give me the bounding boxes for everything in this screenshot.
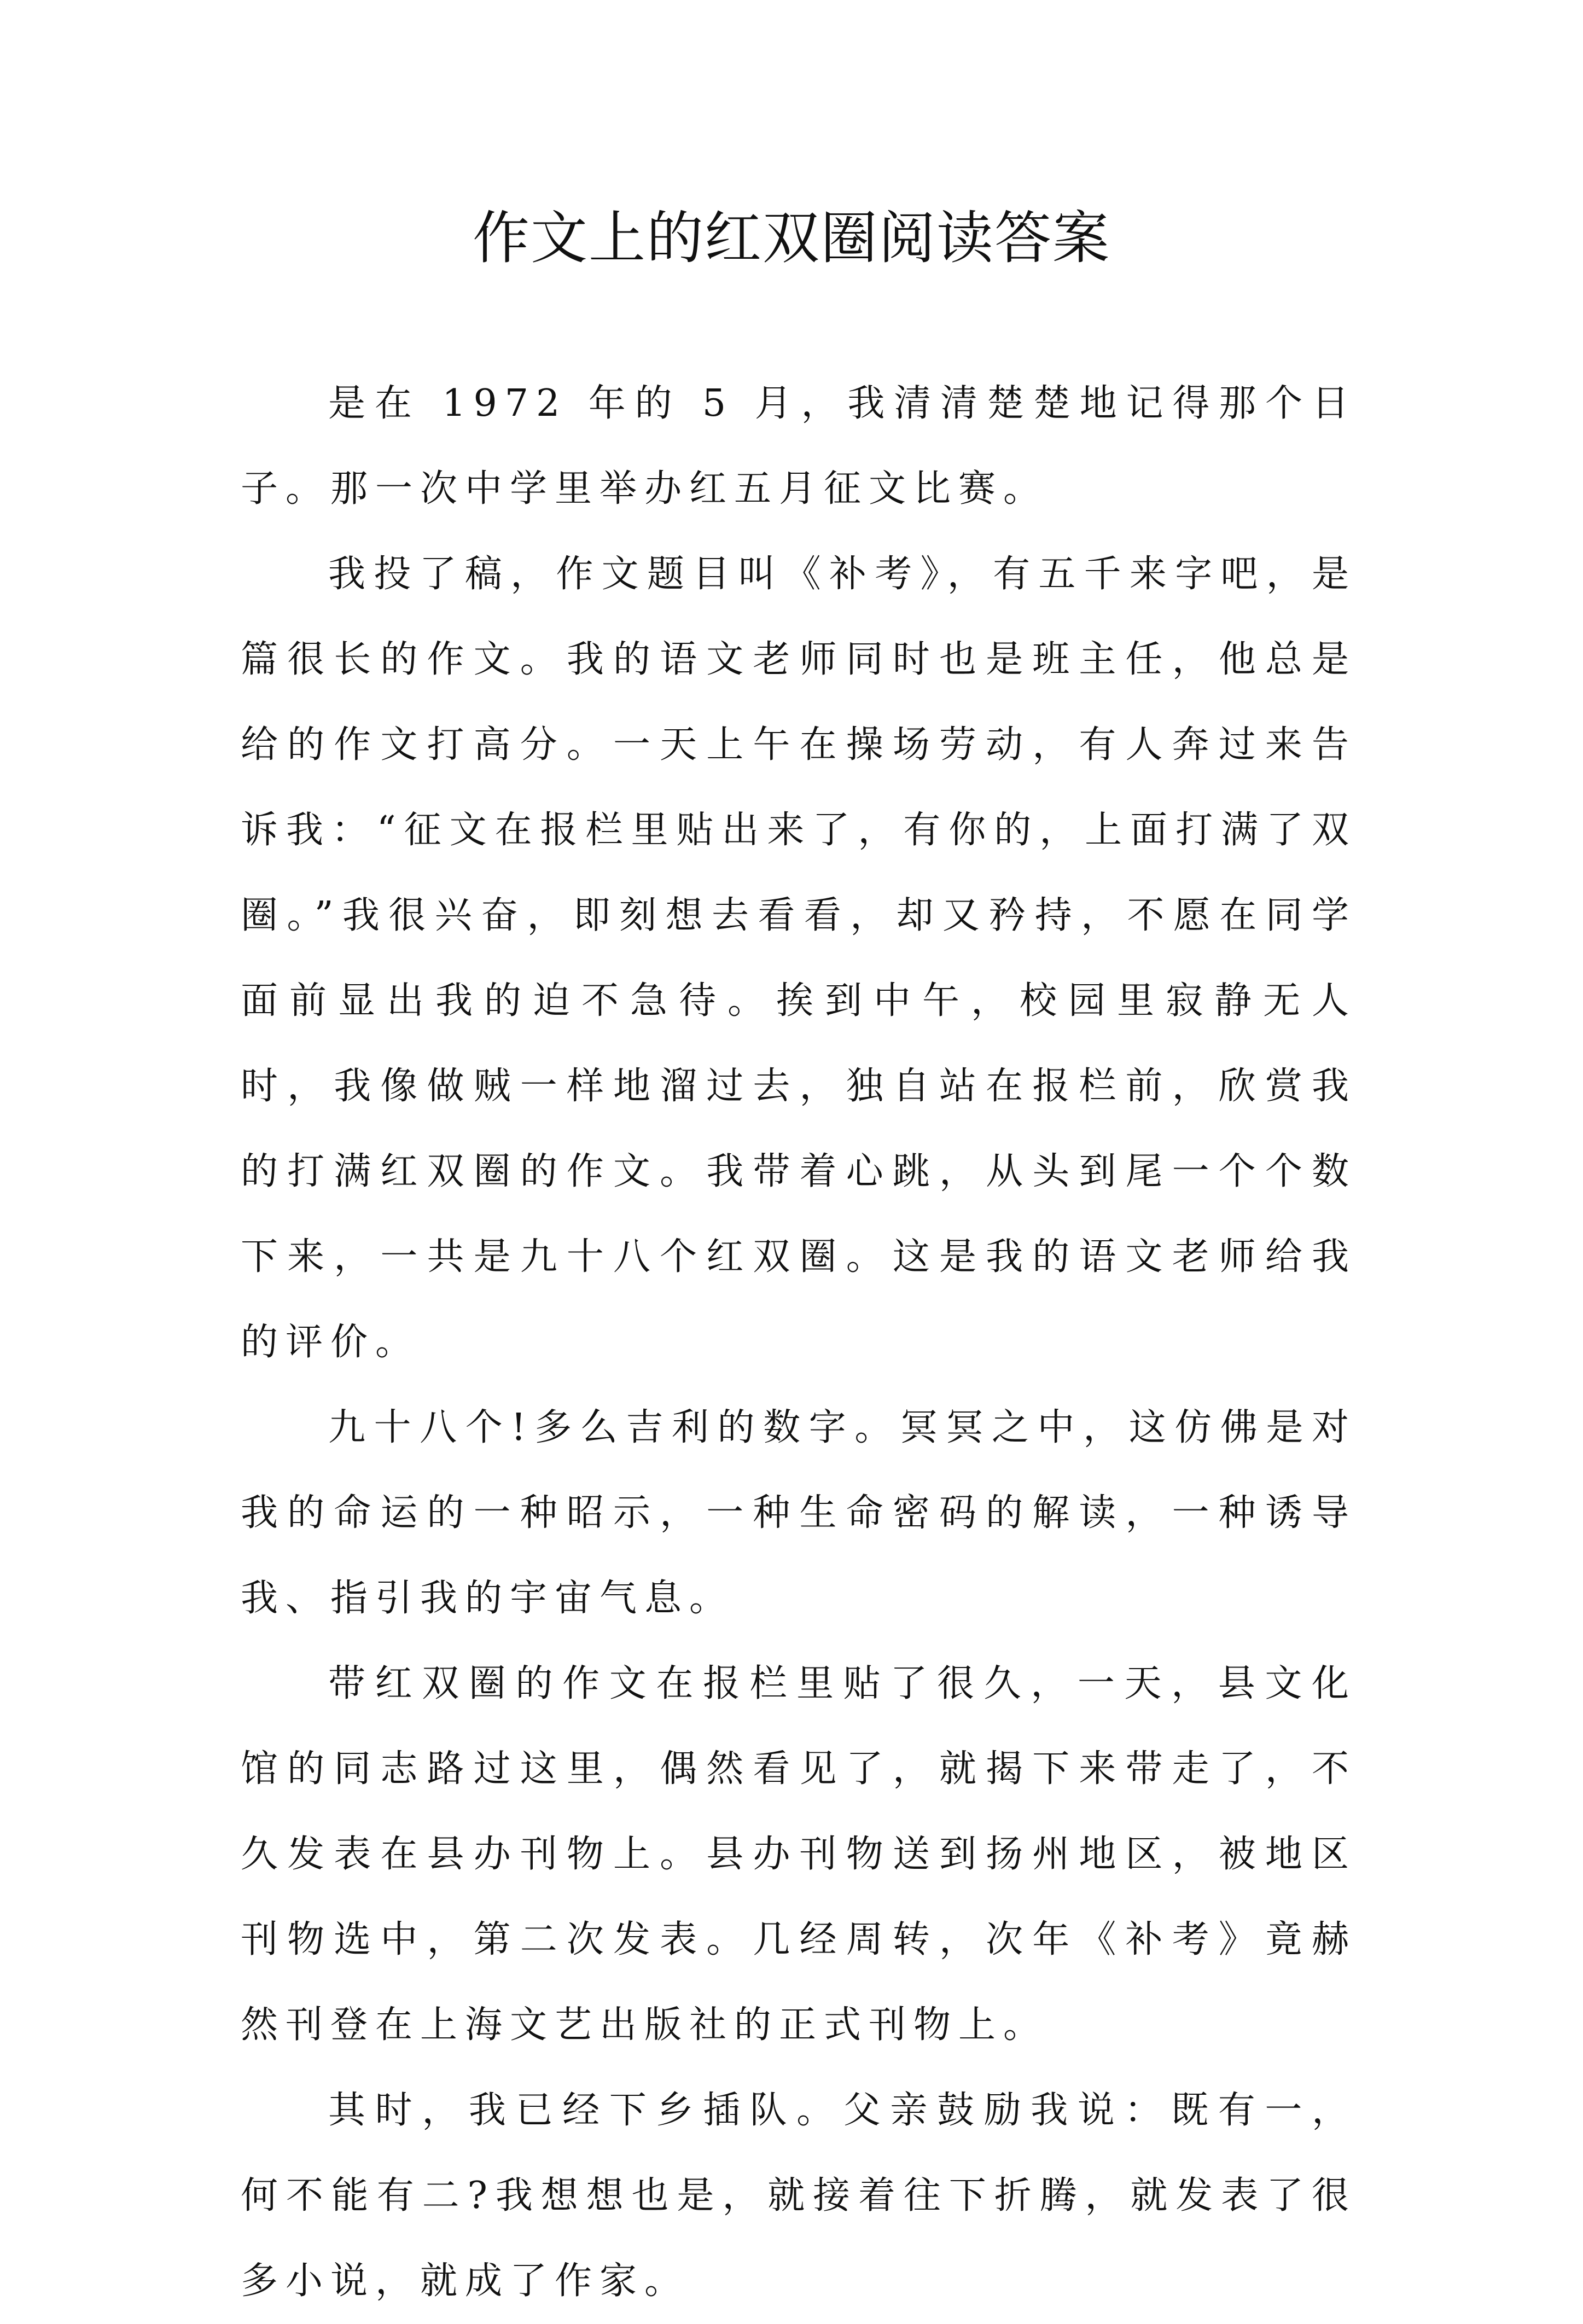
paragraph-3: 九十八个!多么吉利的数字。冥冥之中，这仿佛是对我的命运的一种昭示，一种生命密码的解读，一种诱导我、指引我的宇宙气息。 — [241, 1406, 1357, 1620]
document-body — [241, 361, 1357, 2324]
paragraph-1: 是在 1972 年的 5 月，我清清楚楚地记得那个日子。那一次中学里举办红五月征文比赛。 — [241, 382, 1357, 510]
paragraph-2: 我投了稿，作文题目叫《补考》，有五千来字吧，是篇很长的作文。我的语文老师同时也是班主任，他总是给的作文打高分。一天上午在操场劳动，有人奔过来告诉我：“征文在报栏里贴出来了，有你的，上面打满了双圈。”我很兴奋，即刻想去看看，却又矜持，不愿在同学面前显出我的迫不急待。挨到中午，校园里寂静无人时，我像做贼一样地溜过去，独自站在报栏前，欣赏我的打满红双圈的作文。我带着心跳，从头到尾一个个数下来，一共是九十八个红双圈。这是我的语文老师给我的评价。 — [241, 553, 1357, 1364]
paragraph-4: 带红双圈的作文在报栏里贴了很久，一天，县文化馆的同志路过这里，偶然看见了，就揭下来带走了，不久发表在县办刊物上。县办刊物送到扬州地区，被地区刊物选中，第二次发表。几经周转，次年《补考》竟赫然刊登在上海文艺出版社的正式刊物上。 — [241, 1662, 1357, 2047]
paragraph-5: 其时，我已经下乡插队。父亲鼓励我说：既有一，何不能有二?我想想也是，就接着往下折腾，就发表了很多小说，就成了作家。 — [241, 2089, 1357, 2303]
document-title: 作文上的红双圈阅读答案 — [472, 205, 1110, 271]
